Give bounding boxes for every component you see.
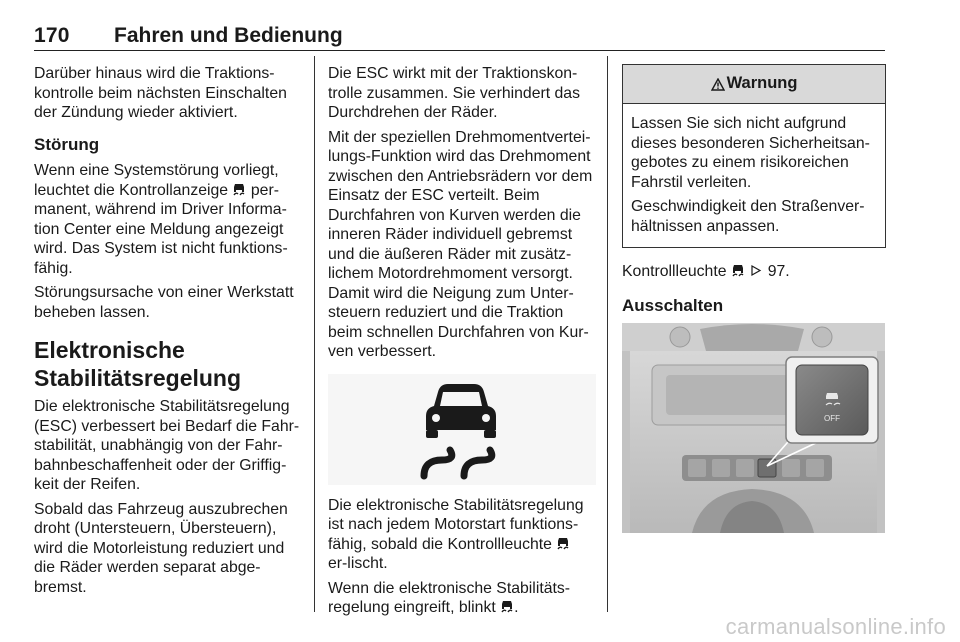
paragraph: Mit der speziellen Drehmomentvertei-lungs-Funktion wird das Drehmoment zwischen den Antriebsrädern vor dem Einsatz der ESC verteilt. Beim Durchfahren von Kurven werden die inneren Räder individuell gebremst und die äußeren Räder mit zusätz-lichem Motordrehmoment versorgt. Damit wird die Neigung zum Unter-steuern reduziert und die Traktion beim schnellen Durchfahren von Kur-ven verbessert.	[328, 128, 593, 360]
esc-skidding-car-icon	[416, 380, 506, 480]
warning-triangle-icon	[711, 78, 725, 91]
center-console-photo	[622, 323, 885, 533]
column-2	[328, 64, 594, 623]
paragraph-text: Wenn eine Systemstörung vorliegt, leuchtet die Kontrollanzeige	[34, 162, 279, 199]
heading-line: Stabilitätsregelung	[34, 365, 242, 391]
esc-warning-light-icon	[232, 183, 246, 196]
section-heading-ausschalten: Ausschalten	[622, 295, 724, 315]
paragraph-text: Die elektronische Stabilitätsregelung ist nach jedem Motorstart funktions-fähig, sobald die Kontrollleuchte	[328, 496, 584, 553]
paragraph: Sobald das Fahrzeug auszubrechen droht (Untersteuern, Übersteuern), wird die Motorleistung reduziert und die Räder werden separat abge-bremst.	[34, 500, 288, 596]
section-heading-esc	[34, 336, 302, 392]
paragraph-text: Kontrollleuchte	[622, 263, 727, 280]
column-divider	[314, 56, 315, 612]
warning-title: Warnung	[726, 74, 798, 93]
paragraph-text: 97.	[767, 263, 790, 280]
paragraph	[328, 579, 594, 618]
paragraph	[622, 262, 886, 282]
column-divider	[607, 56, 608, 612]
column-3	[622, 64, 886, 533]
column-1	[34, 64, 302, 602]
paragraph: Lassen Sie sich nicht aufgrund dieses besonderen Sicherheitsan-gebotes zu einem risikoreichen Fahrstil verleiten.	[631, 115, 870, 191]
warning-box	[622, 64, 886, 248]
paragraph: Die ESC wirkt mit der Traktionskon-trolle zusammen. Sie verhindert das Durchdrehen der Räder.	[328, 65, 580, 121]
page-header	[34, 24, 885, 51]
esc-warning-light-icon	[500, 600, 514, 613]
esc-warning-light-icon	[556, 537, 570, 550]
paragraph: Darüber hinaus wird die Traktions-kontrolle beim nächsten Einschalten der Zündung wieder aktiviert.	[34, 65, 287, 121]
paragraph: Störungsursache von einer Werkstatt beheben lassen.	[34, 284, 294, 321]
console-illustration	[622, 323, 885, 533]
paragraph	[34, 161, 302, 278]
warning-header	[623, 65, 885, 104]
warning-body	[623, 104, 885, 247]
off-button-label: OFF	[824, 414, 840, 423]
paragraph: Geschwindigkeit den Straßenver-hältnissen anpassen.	[631, 198, 865, 235]
paragraph-text: per-manent, während im Driver Informa-tion Center eine Meldung angezeigt wird. Das System ist nicht funktions-fähig.	[34, 181, 288, 277]
paragraph	[328, 496, 594, 574]
heading-line: Elektronische	[34, 337, 185, 363]
paragraph-text: .	[514, 599, 519, 616]
esc-symbol-figure	[328, 374, 596, 485]
watermark: carmanualsonline.info	[725, 614, 946, 639]
chapter-title: Fahren und Bedienung	[114, 24, 343, 47]
paragraph: Die elektronische Stabilitätsregelung (ESC) verbessert bei Bedarf die Fahr-stabilität, unabhängig von der Fahr-bahnbeschaffenheit oder der Griffig-keit der Reifen.	[34, 398, 300, 493]
paragraph-text: er-lischt.	[328, 555, 388, 572]
page-reference-arrow-icon	[749, 264, 763, 277]
page-number: 170	[34, 24, 70, 47]
section-heading-stoerung: Störung	[34, 134, 100, 154]
esc-warning-light-icon	[731, 264, 745, 277]
paragraph-text: Wenn die elektronische Stabilitäts-regelung eingreift, blinkt	[328, 579, 571, 616]
